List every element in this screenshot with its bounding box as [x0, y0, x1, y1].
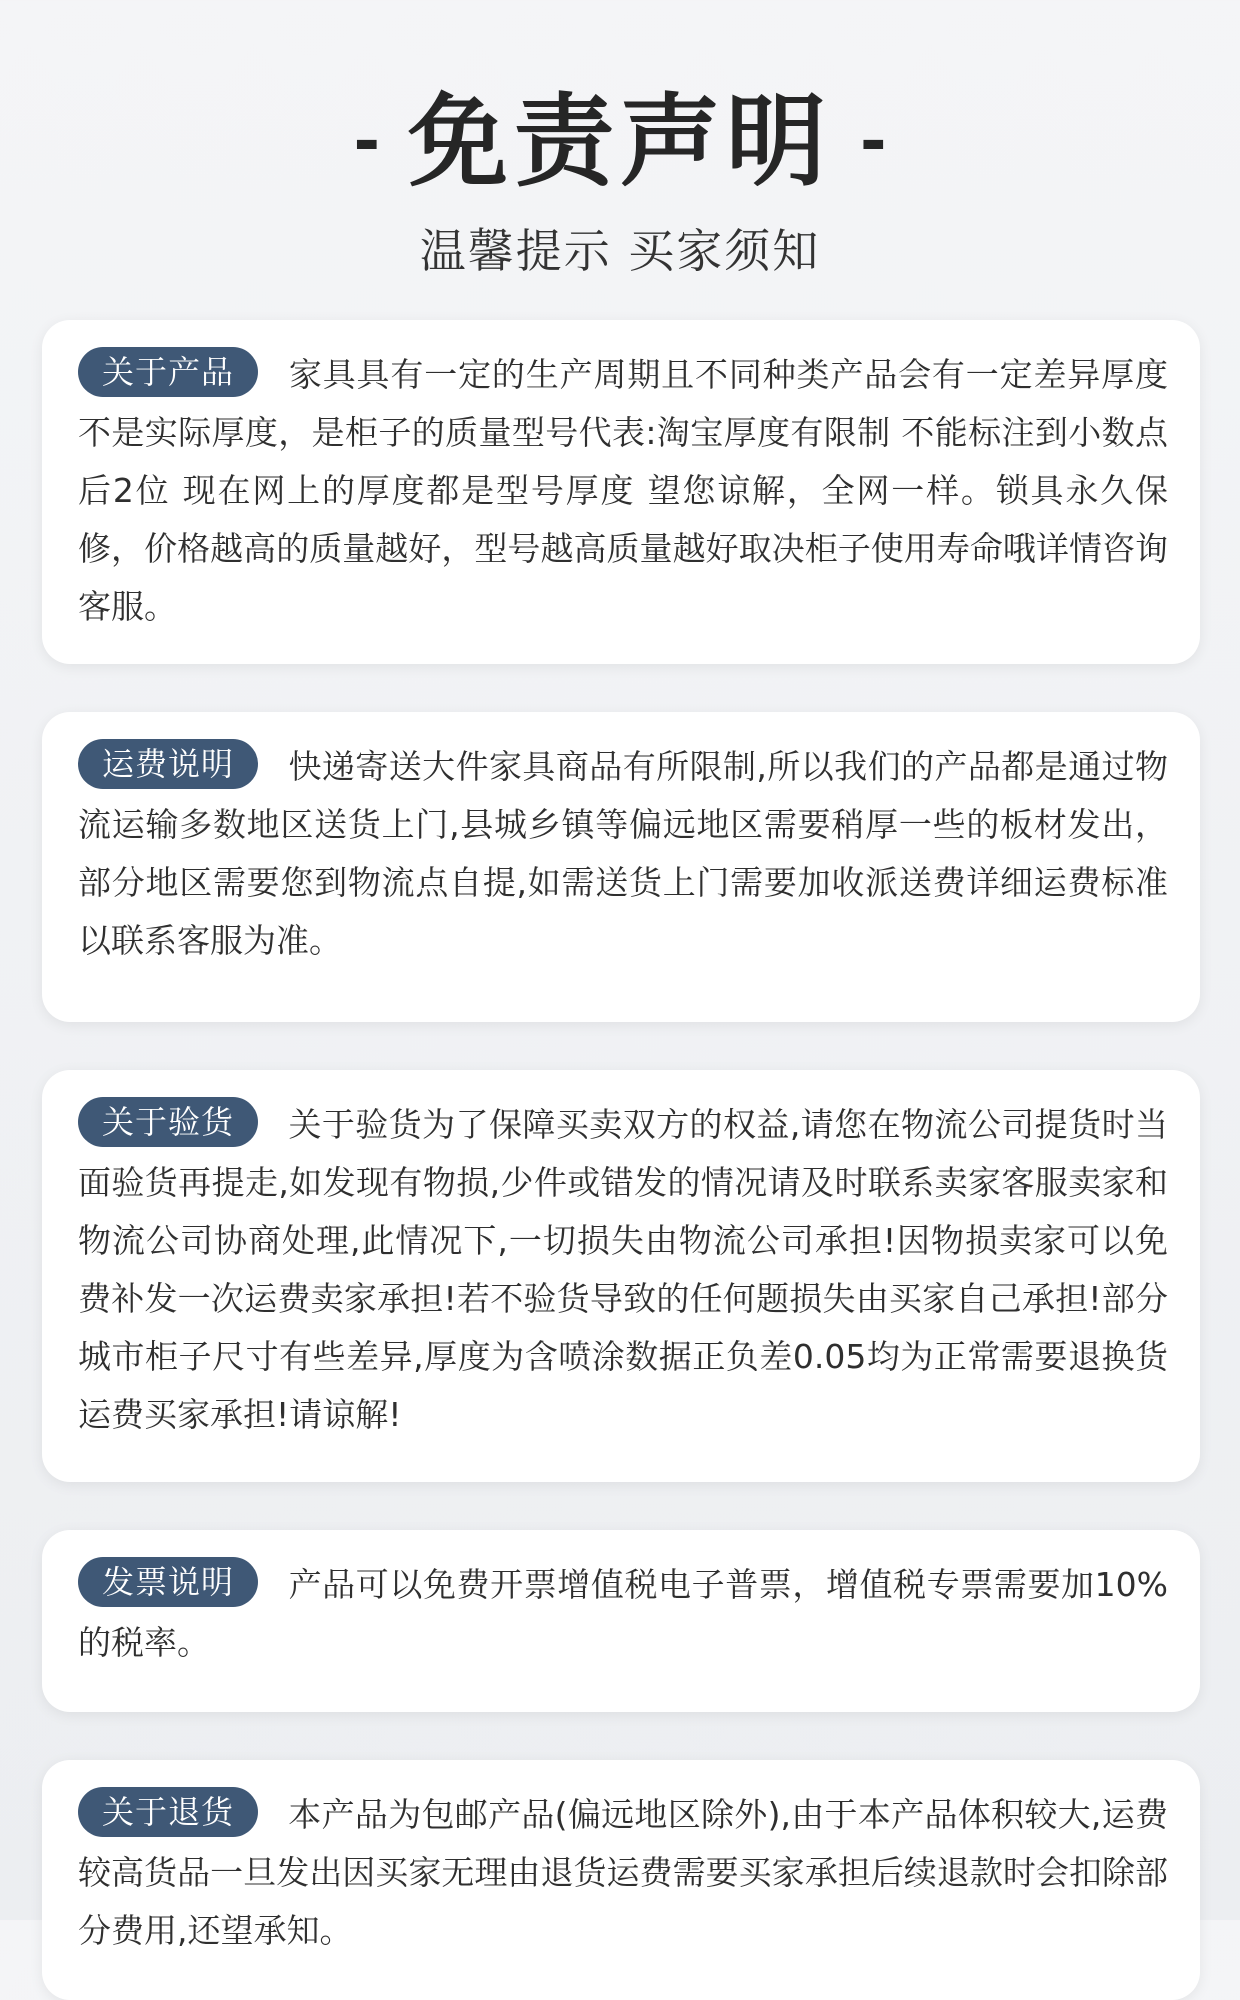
section-badge-shipping: 运费说明 — [78, 739, 258, 789]
header — [0, 72, 1240, 278]
section-text-product: 家具具有一定的生产周期且不同种类产品会有一定差异厚度不是实际厚度，是柜子的质量型号代表:淘宝厚度有限制 不能标注到小数点后2位 现在网上的厚度都是型号厚度 望您谅解，全网一样。锁具永久保修，价格越高的质量越好，型号越高质量越好取决柜子使用寿命哦详情咨询客服。 — [78, 355, 1168, 626]
section-card-invoice — [42, 1530, 1200, 1712]
section-badge-invoice: 发票说明 — [78, 1557, 258, 1607]
title-dash-left: - — [353, 105, 380, 179]
section-text-invoice: 产品可以免费开票增值税电子普票，增值税专票需要加10%的税率。 — [78, 1565, 1168, 1662]
section-body — [78, 738, 1168, 970]
section-card-product — [42, 320, 1200, 664]
notice-list — [42, 320, 1200, 2000]
section-body — [78, 346, 1168, 636]
section-badge-inspection: 关于验货 — [78, 1097, 258, 1147]
section-text-shipping: 快递寄送大件家具商品有所限制,所以我们的产品都是通过物流运输多数地区送货上门,县城乡镇等偏远地区需要稍厚一些的板材发出，部分地区需要您到物流点自提,如需送货上门需要加收派送费详细运费标准以联系客服为准。 — [78, 747, 1168, 960]
section-card-shipping — [42, 712, 1200, 1022]
section-badge-returns: 关于退货 — [78, 1787, 258, 1837]
section-text-returns: 本产品为包邮产品(偏远地区除外),由于本产品体积较大,运费较高货品一旦发出因买家无理由退货运费需要买家承担后续退款时会扣除部分费用,还望承知。 — [78, 1795, 1168, 1950]
section-body — [78, 1786, 1168, 1960]
section-body — [78, 1556, 1168, 1672]
section-badge-product: 关于产品 — [78, 347, 258, 397]
page-subtitle: 温馨提示 买家须知 — [419, 224, 821, 278]
section-card-returns — [42, 1760, 1200, 2000]
page-title: 免责声明 — [408, 83, 832, 200]
section-body — [78, 1096, 1168, 1444]
title-row — [0, 72, 1240, 212]
section-text-inspection: 关于验货为了保障买卖双方的权益,请您在物流公司提货时当面验货再提走,如发现有物损,少件或错发的情况请及时联系卖家客服卖家和物流公司协商处理,此情况下,一切损失由物流公司承担!因物损卖家可以免费补发一次运费卖家承担!若不验货导致的任何题损失由买家自己承担!部分城市柜子尺寸有些差异,厚度为含喷涂数据正负差0.05均为正常需要退换货运费买家承担!请谅解! — [78, 1105, 1168, 1434]
title-dash-right: - — [860, 105, 887, 179]
section-card-inspection — [42, 1070, 1200, 1482]
